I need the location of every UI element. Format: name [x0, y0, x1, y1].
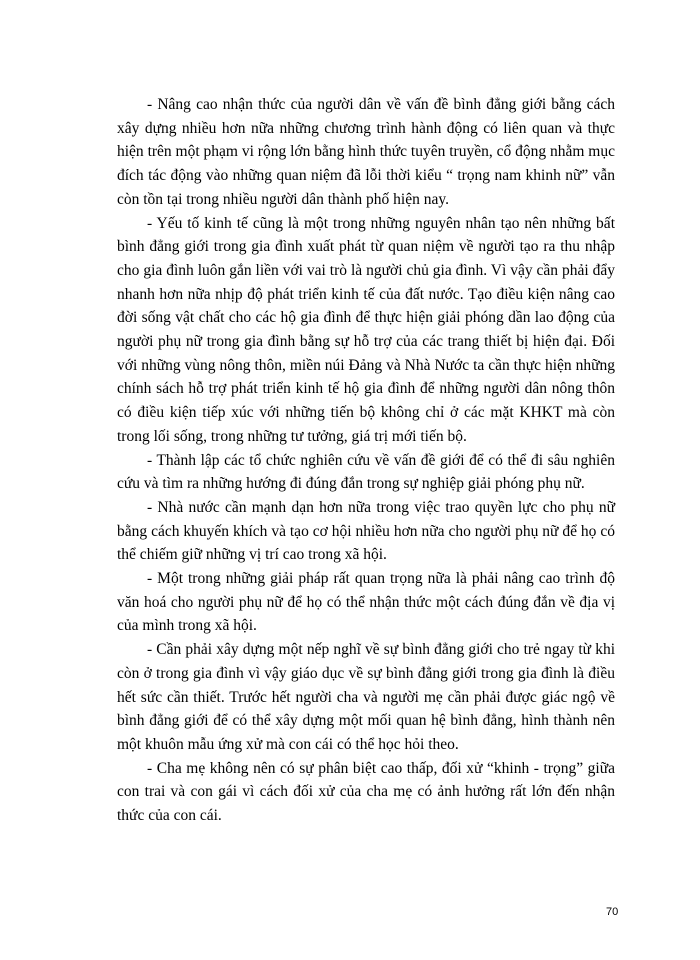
paragraph-economy: - Yếu tố kinh tế cũng là một trong những nguyên nhân tạo nên những bất bình đẳng giới trong gia đình xuất phát từ quan niệm về người tạo ra thu nhập cho gia đình luôn gắn liền với vai trò là người chủ gia đình. Vì vậy cần phải đẩy nhanh hơn nữa nhịp độ phát triển kinh tế của đất nước. Tạo điều kiện nâng cao đời sống vật chất cho các hộ gia đình để thực hiện giải phóng dần lao động của người phụ nữ trong gia đình bằng sự hỗ trợ của các trang thiết bị hiện đại. Đối với những vùng nông thôn, miền núi Đảng và Nhà Nước ta cần thực hiện những chính sách hỗ trợ phát triển kinh tế hộ gia đình để những người dân nông thôn có điều kiện tiếp xúc với những tiến bộ không chỉ ở các mặt KHKT mà còn trong lối sống, trong những tư tưởng, giá trị mới tiến bộ. [117, 214, 615, 445]
body-text [117, 93, 615, 828]
page-number: 70 [606, 906, 619, 918]
paragraph-parents: - Cha mẹ không nên có sự phân biệt cao thấp, đối xử “khinh - trọng” giữa con trai và con gái vì cách đối xử của cha mẹ có ảnh hưởng rất lớn đến nhận thức của con cái. [117, 759, 615, 825]
paragraph-research: - Thành lập các tổ chức nghiên cứu về vấn đề giới để có thể đi sâu nghiên cứu và tìm ra những hướng đi đúng đắn trong sự nghiệp giải phóng phụ nữ. [117, 451, 615, 493]
paragraph-family-education: - Cần phải xây dựng một nếp nghĩ về sự bình đẳng giới cho trẻ ngay từ khi còn ở trong gia đình vì vậy giáo dục về sự bình đẳng giới trong gia đình là điều hết sức cần thiết. Trước hết người cha và người mẹ cần phải được giác ngộ về bình đẳng giới để có thể xây dựng một mối quan hệ bình đẳng, hình thành nên một khuôn mẫu ứng xử mà con cái có thể học hỏi theo. [117, 641, 615, 753]
paragraph-education-level: - Một trong những giải pháp rất quan trọng nữa là phải nâng cao trình độ văn hoá cho người phụ nữ để họ có thể nhận thức một cách đúng đắn về địa vị của mình trong xã hội. [117, 570, 615, 635]
paragraph-awareness: - Nâng cao nhận thức của người dân về vấn đề bình đẳng giới bằng cách xây dựng nhiều hơn nữa những chương trình hành động có liên quan và thực hiện trên một phạm vi rộng lớn bằng hình thức tuyên truyền, cổ động nhằm mục đích tác động vào những quan niệm đã lỗi thời kiểu “ trọng nam khinh nữ” vẫn còn tồn tại trong nhiều người dân thành phố hiện nay. [117, 96, 615, 208]
paragraph-state-power: - Nhà nước cần mạnh dạn hơn nữa trong việc trao quyền lực cho phụ nữ bằng cách khuyến khích và tạo cơ hội nhiều hơn nữa cho người phụ nữ để họ có thể chiếm giữ những vị trí cao trong xã hội. [117, 498, 615, 564]
